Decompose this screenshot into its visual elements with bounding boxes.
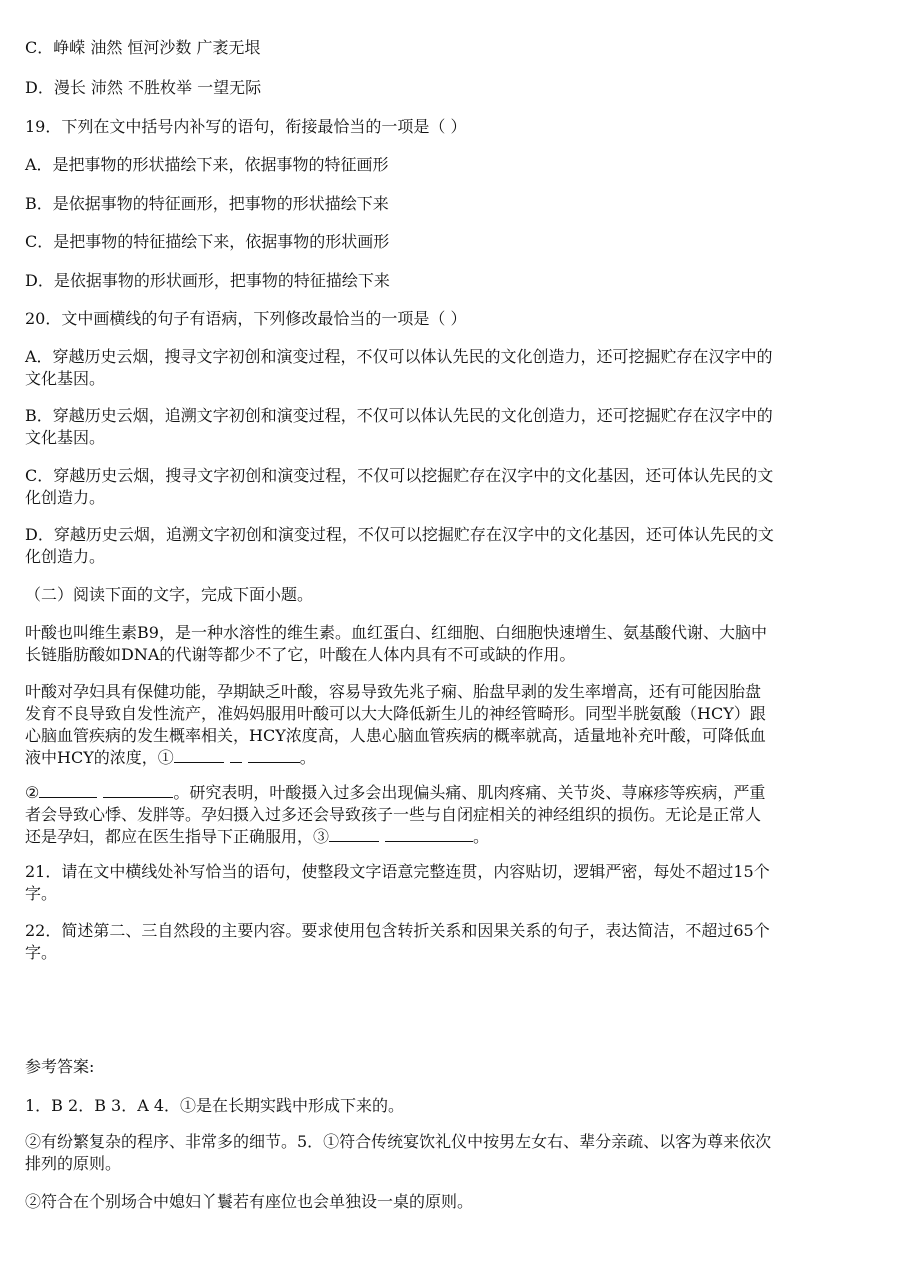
answer-blank-1c [248, 748, 300, 763]
answers-line2a: ②有纷繁复杂的程序、非常多的细节。5．①符合传统宴饮礼仪中按男左女右、辈分亲疏、以客为尊来依次 [25, 1132, 772, 1151]
section2-heading: （二）阅读下面的文字，完成下面小题。 [25, 585, 314, 604]
q19-option-c: C．是把事物的特征描绘下来，依据事物的形状画形 [25, 232, 390, 251]
answers-line3: ②符合在个别场合中媳妇丫鬟若有座位也会单独设一桌的原则。 [25, 1192, 474, 1211]
q19-option-b: B．是依据事物的特征画形，把事物的形状描绘下来 [25, 194, 389, 213]
q20-option-b-line2: 文化基因。 [25, 428, 106, 447]
q20-option-d-line1: D．穿越历史云烟，追溯文字初创和演变过程，不仅可以挖掘贮存在汉字中的文化基因，还可体认先民的文 [25, 525, 774, 544]
q20-option-c-line1: C．穿越历史云烟，搜寻文字初创和演变过程，不仅可以挖掘贮存在汉字中的文化基因，还可体认先民的文 [25, 466, 774, 485]
q19-option-d: D．是依据事物的形状画形，把事物的特征描绘下来 [25, 271, 390, 290]
q22-line2: 字。 [25, 943, 58, 962]
passage-p3-line3-text: 还是孕妇，都应在医生指导下正确服用，③ [25, 827, 330, 846]
blank-2-marker: ② [25, 783, 40, 802]
q19-option-a: A．是把事物的形状描绘下来，依据事物的特征画形 [25, 155, 389, 174]
answer-blank-1a [174, 748, 224, 763]
period-3: 。 [473, 827, 490, 846]
q20-option-d-line2: 化创造力。 [25, 547, 106, 566]
answers-line1: 1．B 2．B 3．A 4．①是在长期实践中形成下来的。 [25, 1096, 405, 1115]
answers-heading: 参考答案: [25, 1057, 95, 1076]
answer-blank-3a [329, 827, 379, 842]
passage-p3-line3 [25, 826, 875, 848]
answer-blank-1b [230, 748, 242, 763]
q21-line1: 21．请在文中横线处补写恰当的语句，使整段文字语意完整连贯，内容贴切，逻辑严密，每处不超过15个 [25, 862, 770, 881]
answer-blank-2a [39, 783, 97, 798]
passage-p2-line2: 发育不良导致自发性流产，准妈妈服用叶酸可以大大降低新生儿的神经管畸形。同型半胱氨酸（HCY）跟 [25, 704, 766, 723]
q21-line2: 字。 [25, 884, 58, 903]
q20-option-a-line1: A．穿越历史云烟，搜寻文字初创和演变过程，不仅可以体认先民的文化创造力，还可挖掘贮存在汉字中的 [25, 347, 773, 366]
passage-p3-line1-text: 。研究表明，叶酸摄入过多会出现偏头痛、肌肉疼痛、关节炎、荨麻疹等疾病，严重 [173, 783, 766, 802]
passage-p1-line1: 叶酸也叫维生素B9，是一种水溶性的维生素。血红蛋白、红细胞、白细胞快速增生、氨基酸代谢、大脑中 [25, 623, 767, 642]
passage-p3-line1 [25, 782, 875, 804]
passage-p2-line4-text: 液中HCY的浓度，① [25, 748, 174, 767]
passage-p2-line3: 心脑血管疾病的发生概率相关，HCY浓度高，人患心脑血管疾病的概率就高，适量地补充叶酸，可降低血 [25, 726, 766, 745]
answers-line2b: 排列的原则。 [25, 1154, 122, 1173]
passage-p2-line4 [25, 747, 875, 769]
passage-p3-line2: 者会导致心悸、发胖等。孕妇摄入过多还会导致孩子一些与自闭症相关的神经组织的损伤。无论是正常人 [25, 805, 762, 824]
answer-blank-3b [385, 827, 473, 842]
q20-stem: 20．文中画横线的句子有语病，下列修改最恰当的一项是（ ） [25, 309, 467, 328]
passage-p1-line2: 长链脂肪酸如DNA的代谢等都少不了它，叶酸在人体内具有不可或缺的作用。 [25, 645, 576, 664]
q20-option-c-line2: 化创造力。 [25, 488, 106, 507]
period-1: 。 [299, 748, 316, 767]
q20-option-b-line1: B．穿越历史云烟，追溯文字初创和演变过程，不仅可以体认先民的文化创造力，还可挖掘贮存在汉字中的 [25, 406, 773, 425]
q20-option-a-line2: 文化基因。 [25, 369, 106, 388]
q19-stem: 19．下列在文中括号内补写的语句，衔接最恰当的一项是（ ） [25, 117, 467, 136]
answer-blank-2b [103, 783, 173, 798]
q18-option-c: C．峥嵘 油然 恒河沙数 广袤无垠 [25, 38, 261, 57]
passage-p2-line1: 叶酸对孕妇具有保健功能，孕期缺乏叶酸，容易导致先兆子痫、胎盘早剥的发生率增高，还有可能因胎盘 [25, 682, 762, 701]
q18-option-d: D．漫长 沛然 不胜枚举 一望无际 [25, 78, 262, 97]
q22-line1: 22．简述第二、三自然段的主要内容。要求使用包含转折关系和因果关系的句子，表达简洁，不超过65个 [25, 921, 770, 940]
